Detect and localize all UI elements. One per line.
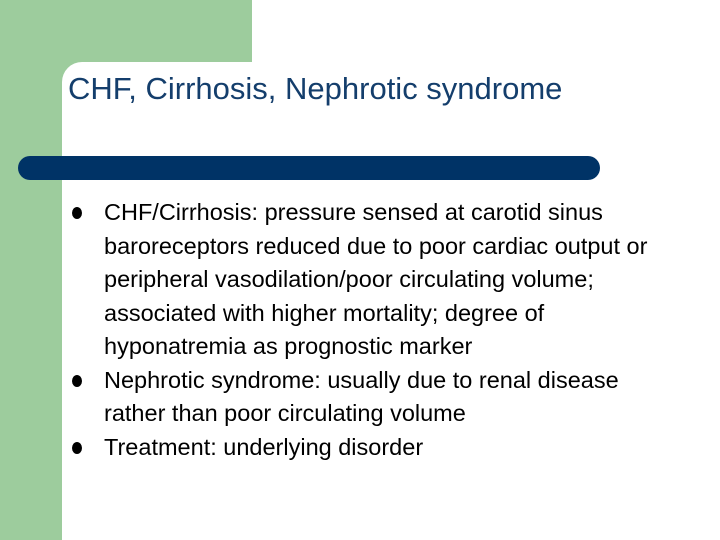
title-divider-bar [18, 156, 600, 180]
bullet-list [72, 196, 672, 464]
bullet-dot-icon [72, 442, 82, 454]
bullet-item [72, 196, 672, 364]
bullet-text: Treatment: underlying disorder [104, 433, 424, 460]
bullet-text: Nephrotic syndrome: usually due to renal disease rather than poor circulating volume [104, 366, 619, 426]
bullet-dot-icon [72, 207, 82, 219]
bullet-text: CHF/Cirrhosis: pressure sensed at carotid sinus baroreceptors reduced due to poor cardiac output or peripheral vasodilation/poor circulating volume; associated with higher mortality; degree of hyponatremia as prognostic marker [104, 199, 648, 359]
bullet-dot-icon [72, 375, 82, 387]
bullet-item [72, 431, 672, 465]
slide-title: CHF, Cirrhosis, Nephrotic syndrome [68, 71, 563, 106]
bullet-item [72, 364, 672, 431]
